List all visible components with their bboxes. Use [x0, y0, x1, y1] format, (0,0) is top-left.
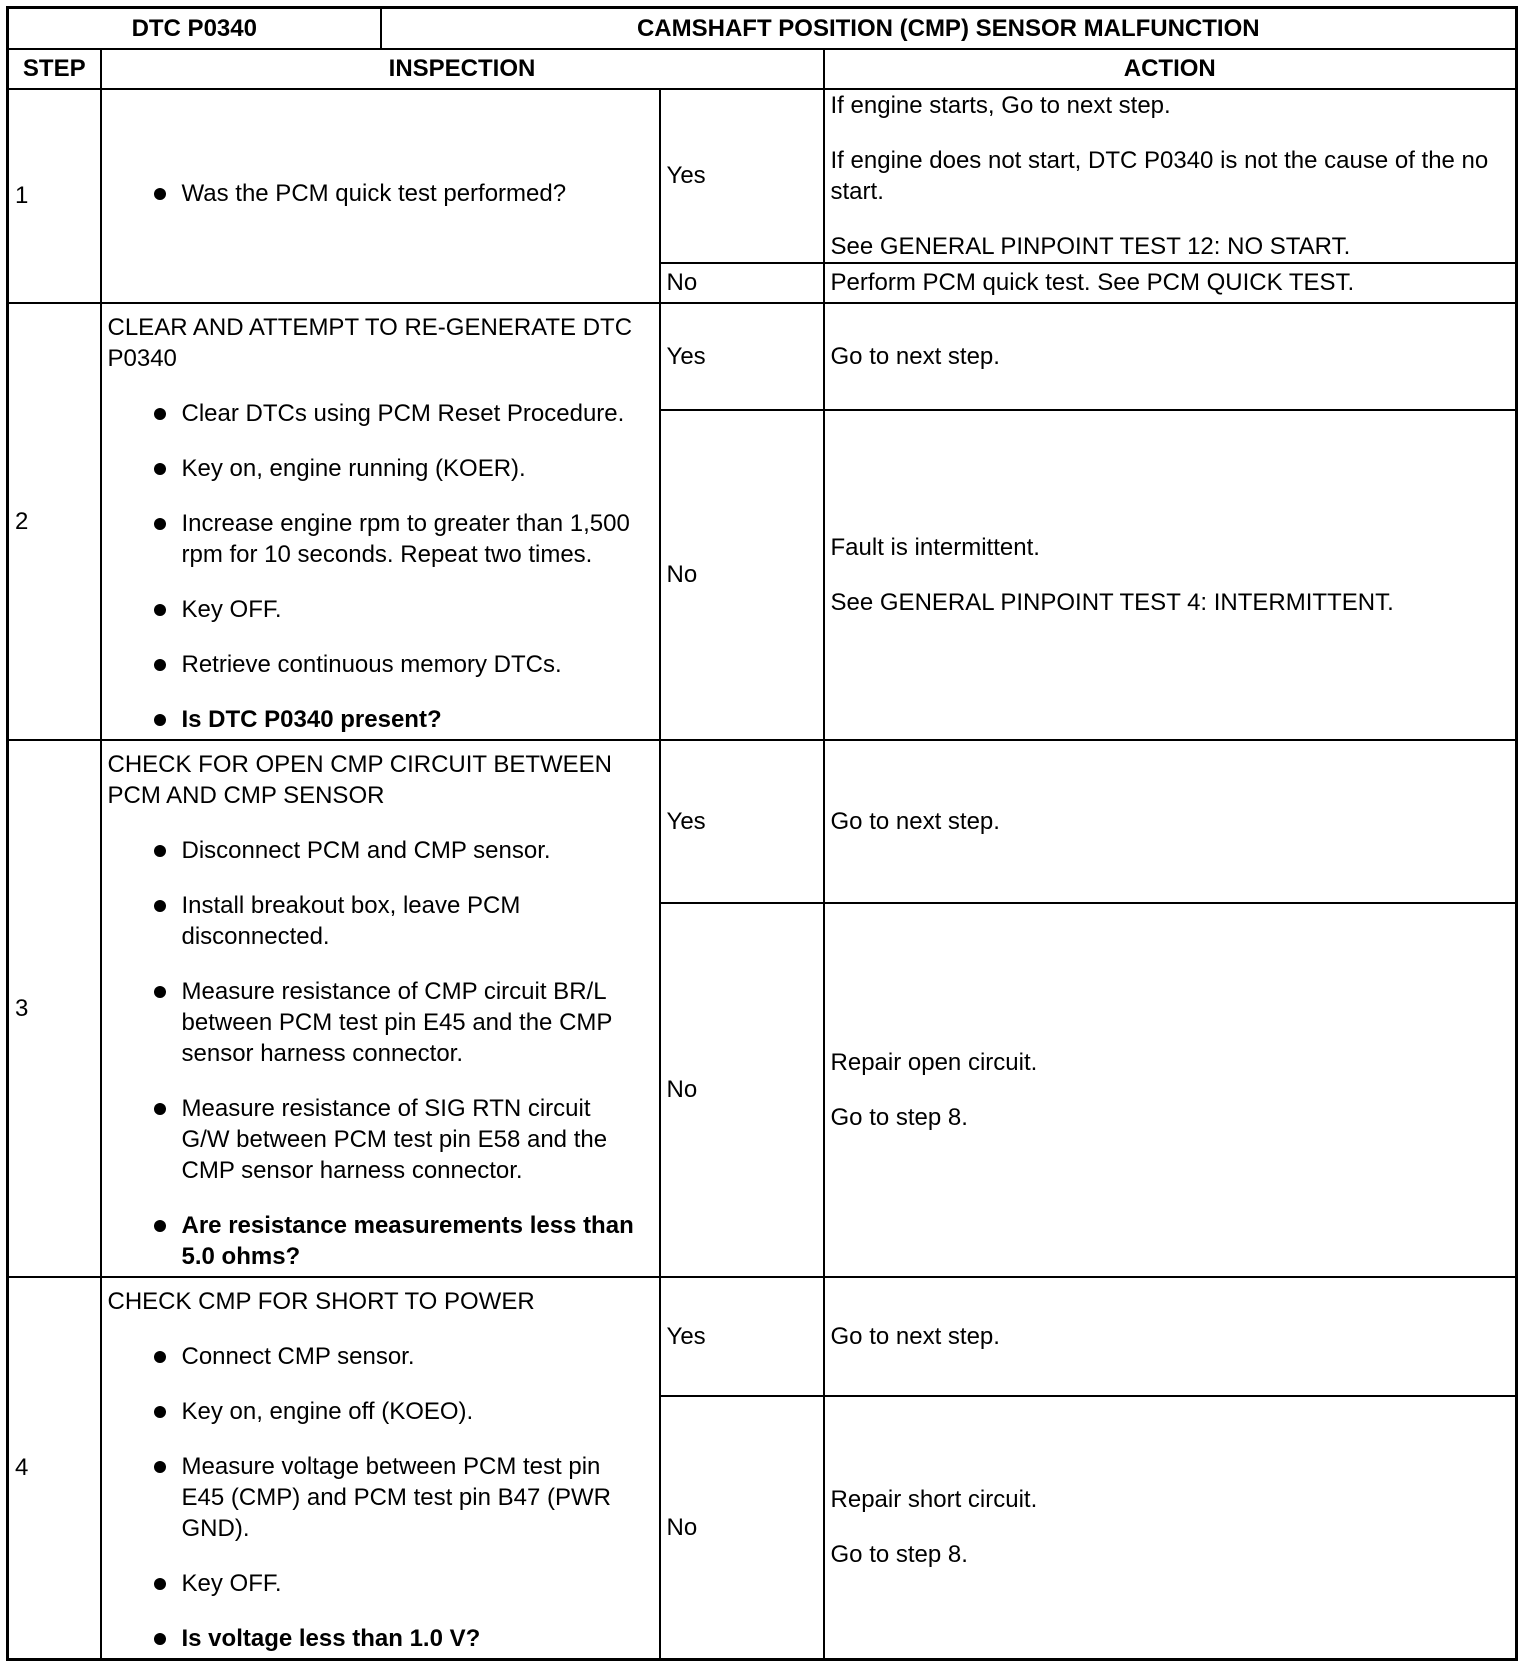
action-text: If engine does not start, DTC P0340 is not the cause of the no start.: [830, 146, 1489, 205]
no-label: No: [660, 903, 824, 1277]
yes-action: [824, 1277, 1517, 1396]
action-text: Go to step 8.: [830, 1103, 968, 1131]
step-4-yes-row: [8, 1277, 1517, 1396]
inspection-bullet: Key on, engine off (KOEO).: [108, 1396, 639, 1427]
column-header-action: ACTION: [824, 49, 1517, 89]
inspection-bullet: Measure resistance of SIG RTN circuit G/W between PCM test pin E58 and the CMP sensor harness connector.: [108, 1093, 639, 1186]
inspection-question: Are resistance measurements less than 5.0 ohms?: [108, 1210, 639, 1272]
step-number: 2: [8, 303, 101, 740]
action-text: Repair short circuit.: [830, 1486, 1038, 1514]
inspection-title: CLEAR AND ATTEMPT TO RE-GENERATE DTC P0340: [107, 313, 633, 372]
inspection-bullet: Install breakout box, leave PCM disconnected.: [108, 890, 639, 952]
inspection-bullet: Was the PCM quick test performed?: [108, 178, 639, 209]
inspection-bullet: Key OFF.: [108, 594, 639, 625]
yes-label: Yes: [660, 740, 824, 903]
inspection-bullet: Clear DTCs using PCM Reset Procedure.: [108, 398, 639, 429]
inspection-bullet: Disconnect PCM and CMP sensor.: [108, 835, 639, 866]
inspection-question: Is DTC P0340 present?: [108, 704, 639, 735]
inspection-list: [108, 835, 639, 1272]
action-text: Go to next step.: [830, 1322, 1000, 1350]
yes-action: [824, 89, 1517, 263]
inspection-bullet: Measure resistance of CMP circuit BR/L between PCM test pin E45 and the CMP sensor harness connector.: [108, 976, 639, 1069]
no-action: [824, 1396, 1517, 1659]
inspection-bullet: Retrieve continuous memory DTCs.: [108, 649, 639, 680]
dtc-table: [6, 6, 1518, 1661]
inspection-list: [108, 178, 639, 209]
inspection-bullet: Measure voltage between PCM test pin E45 (CMP) and PCM test pin B47 (PWR GND).: [108, 1451, 639, 1544]
yes-label: Yes: [660, 1277, 824, 1396]
no-action: [824, 903, 1517, 1277]
no-label: No: [660, 263, 824, 303]
inspection-bullet: Key OFF.: [108, 1568, 639, 1599]
action-text: Perform PCM quick test. See PCM QUICK TEST.: [830, 269, 1355, 296]
no-action: [824, 263, 1517, 303]
step-4-inspection: [101, 1277, 660, 1660]
yes-action: [824, 740, 1517, 903]
column-header-step: STEP: [8, 49, 101, 89]
column-header-inspection: INSPECTION: [101, 49, 824, 89]
action-text: Go to next step.: [830, 342, 1000, 370]
step-number: 1: [8, 89, 101, 303]
no-label: No: [660, 410, 824, 739]
action-text: Go to next step.: [830, 807, 1000, 835]
column-header-row: [8, 49, 1517, 89]
inspection-title: CHECK CMP FOR SHORT TO POWER: [107, 1287, 535, 1315]
inspection-list: [108, 1341, 639, 1654]
action-text: See GENERAL PINPOINT TEST 12: NO START.: [830, 232, 1351, 260]
inspection-bullet: Key on, engine running (KOER).: [108, 453, 639, 484]
action-text: Fault is intermittent.: [830, 533, 1040, 561]
action-text: If engine starts, Go to next step.: [830, 91, 1171, 119]
step-number: 4: [8, 1277, 101, 1660]
no-action: [824, 410, 1517, 739]
title-row: [8, 8, 1517, 49]
inspection-list: [108, 398, 639, 735]
step-number: 3: [8, 740, 101, 1277]
yes-label: Yes: [660, 89, 824, 263]
step-3-inspection: [101, 740, 660, 1277]
action-text: See GENERAL PINPOINT TEST 4: INTERMITTENT.: [830, 588, 1394, 616]
inspection-bullet: Increase engine rpm to greater than 1,500 rpm for 10 seconds. Repeat two times.: [108, 508, 639, 570]
step-2-yes-row: [8, 303, 1517, 411]
no-label: No: [660, 1396, 824, 1659]
yes-action: [824, 303, 1517, 411]
dtc-title: CAMSHAFT POSITION (CMP) SENSOR MALFUNCTION: [381, 8, 1517, 49]
step-1-yes-row: [8, 89, 1517, 263]
action-text: Repair open circuit.: [830, 1048, 1038, 1076]
inspection-bullet: Connect CMP sensor.: [108, 1341, 639, 1372]
action-text: Go to step 8.: [830, 1541, 968, 1569]
step-1-inspection: [101, 89, 660, 303]
dtc-code: DTC P0340: [8, 8, 381, 49]
yes-label: Yes: [660, 303, 824, 411]
inspection-question: Is voltage less than 1.0 V?: [108, 1623, 639, 1654]
step-3-yes-row: [8, 740, 1517, 903]
step-2-inspection: [101, 303, 660, 740]
inspection-title: CHECK FOR OPEN CMP CIRCUIT BETWEEN PCM AND CMP SENSOR: [107, 750, 612, 809]
